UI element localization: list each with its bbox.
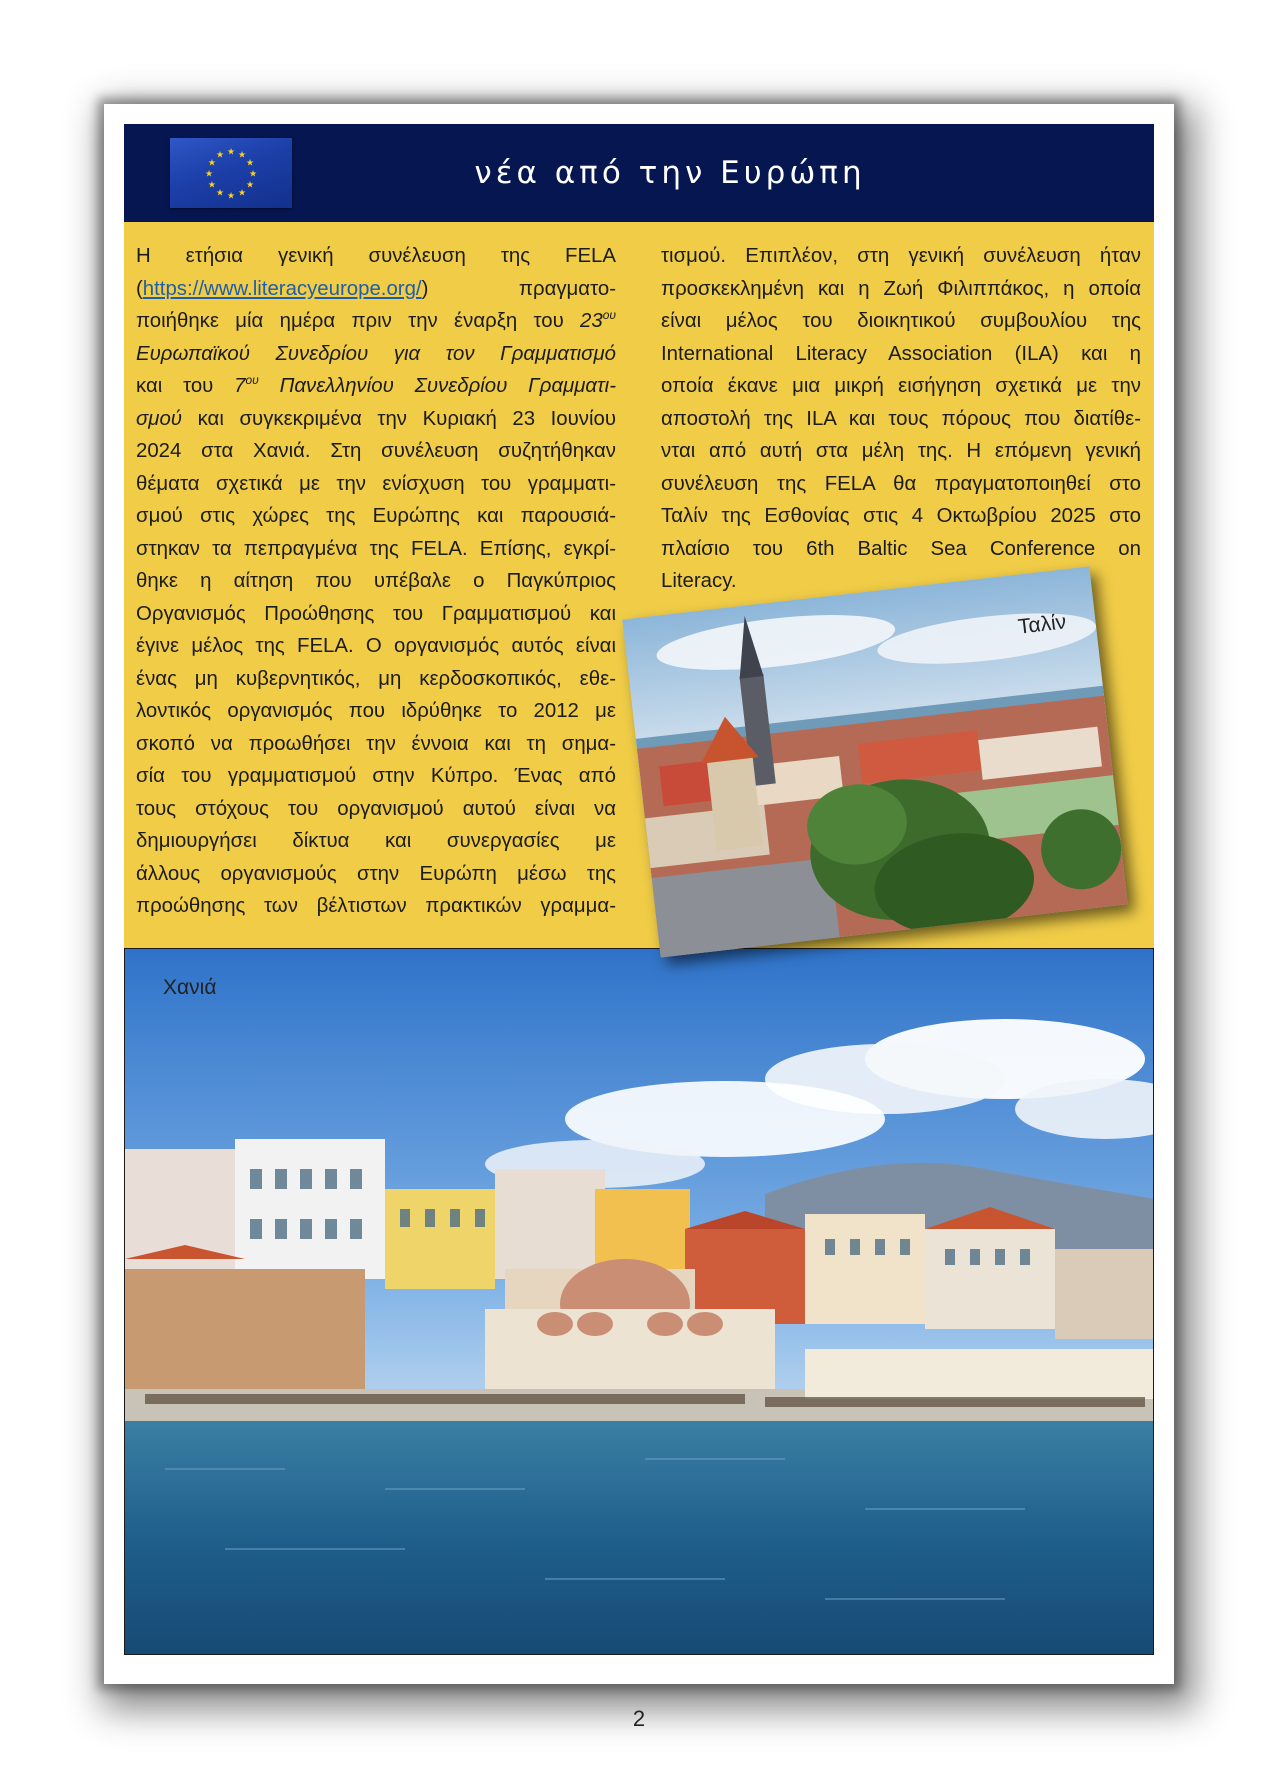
eu-flag-icon [170,138,292,208]
flag-star-icon: ★ [246,158,255,169]
chania-photo [124,948,1154,1655]
text-line: προσκεκλημένη και η Ζωή Φιλιππάκος, η οποία [661,277,1141,300]
text-line: νται από αυτή στα μέλη της. Η επόμενη γενική [661,440,1141,462]
link-line-rest: ) πραγματο- [421,277,616,300]
flag-star-icon: ★ [248,169,258,180]
text-line: σκοπό να προωθήσει την έννοια και τη σημα- [136,732,616,755]
text-line: έγινε μέλος της FELA. Ο οργανισμός αυτός είναι [136,635,616,657]
flag-star-icon: ★ [226,147,236,158]
page-title: νέα από την Ευρώπη [474,155,866,191]
flag-star-icon: ★ [237,188,247,199]
text-line: Η ετήσια γενική συνέλευση της FELA [136,245,616,267]
article-column-left [136,240,616,923]
text-line: σία του γραμματισμού στην Κύπρο. Ένας από [136,765,616,787]
text-line: συνέλευση της FELA θα πραγματοποιηθεί στο [661,472,1141,495]
chania-caption: Χανιά [163,976,217,999]
text-line: πλαίσιο του 6th Baltic Sea Conference on [661,537,1141,560]
text-line: στηκαν τα πεπραγμένα της FELA. Επίσης, εγκρί- [136,537,616,560]
page-number: 2 [632,1706,646,1731]
flag-star-icon: ★ [207,158,216,169]
text-line: άλλους οργανισμούς στην Ευρώπη μέσω της [136,862,616,885]
flag-star-icon: ★ [237,150,247,161]
text-line: είναι μέλος του διοικητικού συμβουλίου της [661,310,1141,332]
flag-star-icon: ★ [215,150,225,161]
flag-star-icon: ★ [226,191,236,202]
text-line: τους στόχους του οργανισμού αυτού είναι να [136,797,616,820]
text-line: θηκε η αίτηση που υπέβαλε ο Παγκύπριος [136,570,616,592]
flag-star-icon: ★ [204,169,214,180]
flag-star-icon: ★ [215,188,225,199]
text-line: Ταλίν της Εσθονίας στις 4 Οκτωβρίου 2025 στο [661,505,1141,527]
text-line: Literacy. [661,570,737,592]
text-line: (https://www.literacyeurope.org/) πραγματο- [136,277,616,300]
text-line: Ευρωπαϊκού Συνεδρίου για τον Γραμματισμό [136,342,616,365]
text-line: αποστολή της ILA και τους πόρους που διατίθε- [661,407,1141,430]
text-line: θέματα σχετικά με την ενίσχυση του γραμματι- [136,472,616,495]
text-line: ποιήθηκε μία ημέρα πριν την έναρξη του $23^{o\upsilon}$ [136,308,616,332]
text-line: International Literacy Association (ILA) και η [661,342,1141,365]
text-line: σμού στις χώρες της Ευρώπης και παρουσιά- [136,505,616,527]
text-line: 2024 στα Χανιά. Στη συνέλευση συζητήθηκαν [136,440,616,462]
text-line: και του $7^{o\upsilon}$ Πανελληνίου Συνεδρίου Γραμματι- [136,373,616,397]
text-line: Οργανισμός Προώθησης του Γραμματισμού και [136,602,616,625]
flag-star-icon: ★ [246,180,255,191]
text-line: λοντικός οργανισμός που ιδρύθηκε το 2012 με [136,700,616,722]
flag-star-icon: ★ [207,180,216,191]
tallinn-caption: Ταλίν [1016,610,1068,639]
text-line: οποία έκανε μια μικρή εισήγηση σχετικά με την [661,375,1141,397]
text-line: ένας μη κυβερνητικός, μη κερδοσκοπικός, εθε- [136,667,616,690]
article-column-right [661,240,1141,598]
fela-link[interactable]: https://www.literacyeurope.org/ [142,277,422,300]
text-line: τισμού. Επιπλέον, στη γενική συνέλευση ήταν [661,245,1141,267]
text-line: σμού και συγκεκριμένα την Κυριακή 23 Ιουνίου [136,407,616,430]
text-line: προώθησης των βέλτιστων πρακτικών γραμμα- [136,895,616,917]
text-line: δημιουργήσει δίκτυα και συνεργασίες με [136,830,616,852]
